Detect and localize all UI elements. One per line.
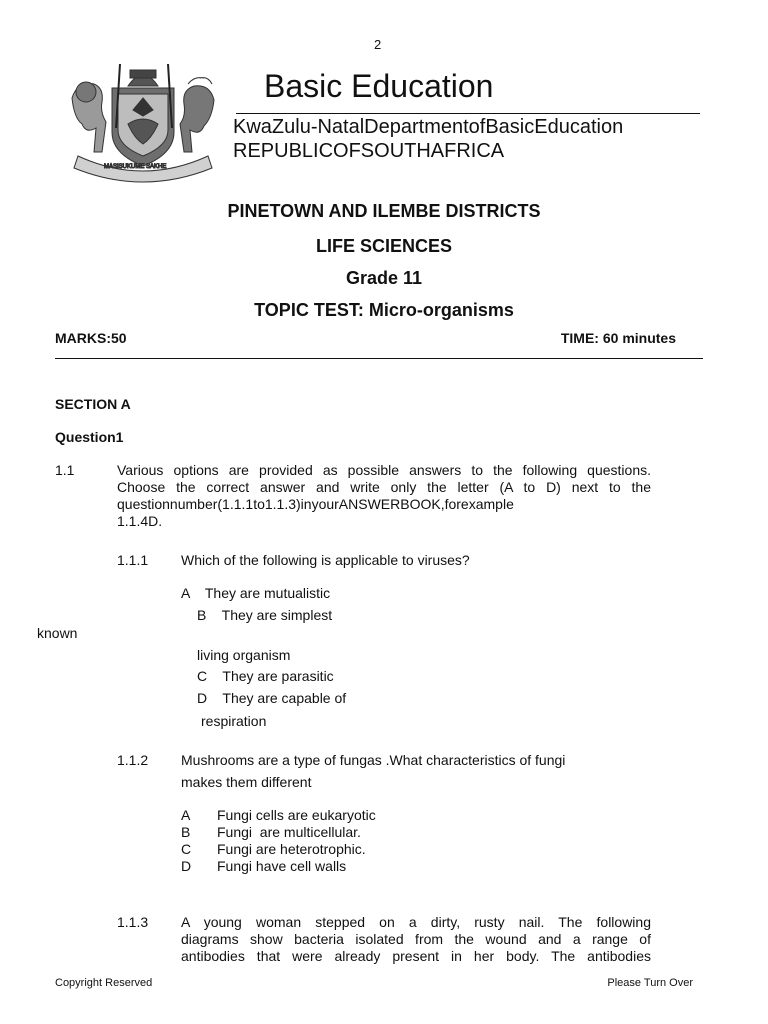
option-a: A They are mutualistic [181, 585, 331, 601]
instructions-line: questionnumber(1.1.1to1.1.3)inyourANSWERBOOK,forexample [117, 496, 514, 512]
question-number: 1.1 [55, 462, 75, 478]
instructions-line: Various options are provided as possible answers to the following questions. [117, 462, 651, 478]
option-text: Fungi have cell walls [217, 858, 347, 874]
option-b-overflow: known [37, 625, 78, 641]
instructions-line: 1.1.4D. [117, 513, 163, 529]
coat-of-arms-icon [64, 58, 222, 186]
question-number: 1.1.1 [117, 552, 149, 568]
option-d-continuation: respiration [201, 713, 267, 729]
question-line: antibodies that were already present in her body. The antibodies [181, 948, 651, 964]
question-heading: Question1 [55, 429, 124, 445]
instructions-line: Choose the correct answer and write only the letter (A to D) next to the [117, 479, 651, 495]
option-d: D They are capable of [197, 690, 347, 706]
option-text: Fungi are multicellular. [217, 824, 361, 840]
department-name: KwaZulu-NatalDepartmentofBasicEducation [233, 116, 624, 138]
option-letter: B [181, 824, 191, 840]
header-rule [55, 358, 703, 359]
option-text: Fungi are heterotrophic. [217, 841, 366, 857]
svg-text:MASISUKUME SAKHE: MASISUKUME SAKHE [104, 164, 167, 170]
topic-heading: TOPIC TEST: Micro-organisms [254, 300, 514, 320]
instructions-paragraph [117, 462, 651, 530]
footer-copyright: Copyright Reserved [55, 977, 153, 989]
grade-heading: Grade 11 [345, 268, 423, 288]
question-text: Which of the following is applicable to viruses? [181, 552, 470, 568]
option-letter: C [181, 841, 192, 857]
option-letter: A [181, 807, 191, 823]
question-text: Mushrooms are a type of fungas .What characteristics of fungi [181, 752, 566, 768]
question-paragraph [181, 914, 651, 965]
page-number: 2 [374, 37, 382, 52]
districts-heading: PINETOWN AND ILEMBE DISTRICTS [227, 201, 541, 221]
section-heading: SECTION A [55, 396, 131, 412]
brand-title: Basic Education [264, 68, 494, 104]
footer-turn-over: Please Turn Over [607, 977, 693, 989]
option-b: B They are simplest [197, 607, 333, 623]
country-name: REPUBLICOFSOUTHAFRICA [233, 140, 505, 162]
question-line: A young woman stepped on a dirty, rusty nail. The following [181, 914, 651, 930]
option-text: Fungi cells are eukaryotic [217, 807, 376, 823]
brand-divider [236, 113, 700, 114]
marks-label: MARKS:50 [55, 330, 127, 346]
option-letter: D [181, 858, 192, 874]
subject-heading: LIFE SCIENCES [315, 236, 453, 256]
option-b-continuation: living organism [197, 647, 291, 663]
option-c: C They are parasitic [197, 668, 334, 684]
question-text: makes them different [181, 774, 312, 790]
time-label: TIME: 60 minutes [560, 330, 676, 346]
question-line: diagrams show bacteria isolated from the wound and a range of [181, 931, 651, 947]
question-number: 1.1.3 [117, 914, 149, 930]
question-number: 1.1.2 [117, 752, 149, 768]
